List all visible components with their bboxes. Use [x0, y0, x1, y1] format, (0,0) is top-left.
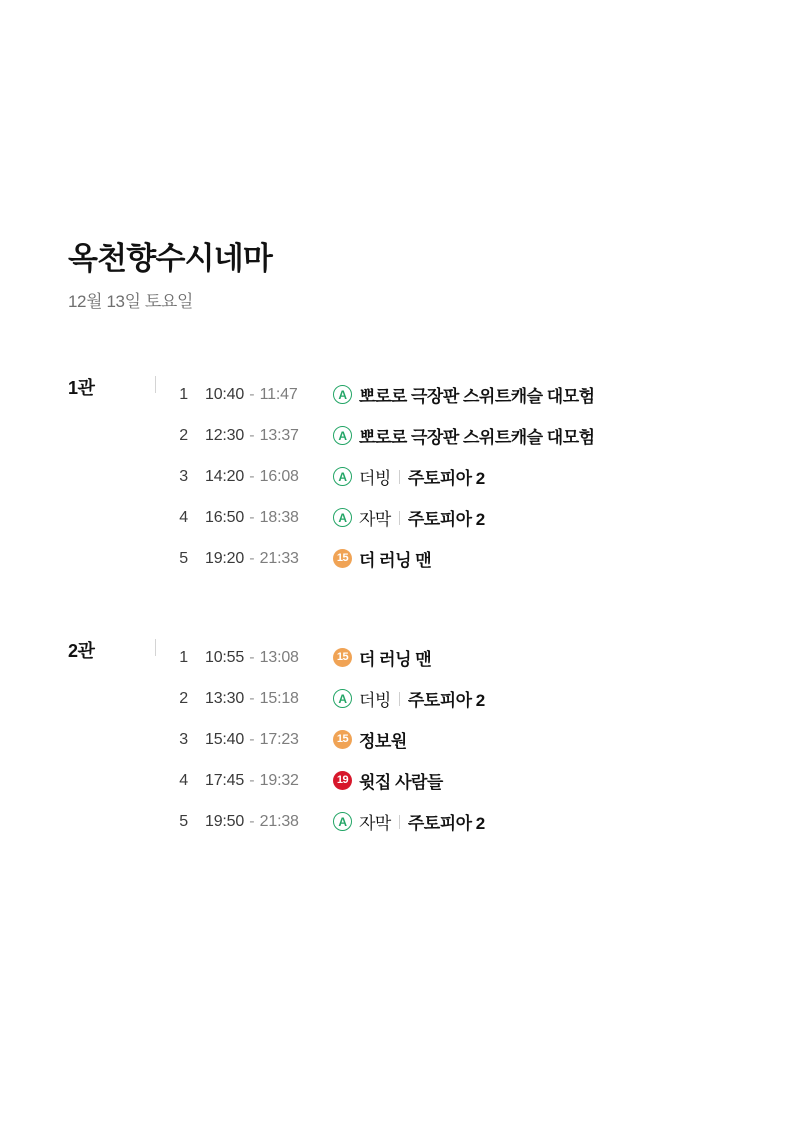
screen-row [0, 637, 800, 842]
showtime-start: 16:50 [205, 508, 245, 526]
showtime-row[interactable] [166, 760, 800, 801]
movie-title[interactable]: 뽀로로 극장판 스위트캐슬 대모험 [359, 387, 595, 406]
showtime-end: 18:38 [259, 508, 299, 526]
format-divider [399, 692, 400, 706]
showtime-sequence: 4 [179, 508, 188, 526]
showtime-end: 21:38 [259, 812, 299, 830]
format-divider [399, 815, 400, 829]
showtime-list [166, 374, 800, 579]
screen-list [0, 374, 800, 900]
age-rating-icon: A [333, 508, 352, 527]
showtime-end: 17:23 [259, 730, 299, 748]
movie-title[interactable]: 정보원 [359, 732, 407, 751]
showtime-time [205, 690, 333, 708]
showtime-separator: - [245, 730, 259, 748]
movie-format: 자막 [359, 814, 391, 833]
showtime-separator: - [245, 689, 259, 707]
showtime-sequence: 5 [179, 549, 188, 567]
screen-block [0, 374, 800, 579]
age-rating-icon: A [333, 812, 352, 831]
movie-entry [333, 686, 485, 711]
screen-label-cell [0, 637, 144, 663]
movie-title[interactable]: 더 러닝 맨 [359, 551, 432, 570]
showtime-row[interactable] [166, 538, 800, 579]
showtime-time [205, 649, 333, 667]
movie-entry [333, 464, 485, 489]
vertical-divider [144, 374, 166, 393]
showtime-sequence: 3 [179, 467, 188, 485]
movie-title[interactable]: 주토피아 2 [407, 469, 485, 488]
showtime-end: 15:18 [259, 689, 299, 707]
movie-format: 자막 [359, 510, 391, 529]
screen-label: 1관 [68, 378, 95, 398]
age-rating-icon: 19 [333, 771, 352, 790]
screen-row [0, 374, 800, 579]
showtime-separator: - [245, 467, 259, 485]
showtime-start: 19:20 [205, 549, 245, 567]
showtime-separator: - [245, 648, 259, 666]
movie-title[interactable]: 주토피아 2 [407, 814, 485, 833]
vertical-divider [144, 637, 166, 656]
showtime-time [205, 427, 333, 445]
screen-block [0, 637, 800, 842]
showtime-start: 14:20 [205, 467, 245, 485]
showtime-row[interactable] [166, 456, 800, 497]
page-title: 옥천향수시네마 [68, 241, 273, 276]
showtime-end: 11:47 [259, 385, 298, 403]
showtime-sequence: 4 [179, 771, 188, 789]
movie-entry [333, 382, 595, 407]
screen-label-cell [0, 374, 144, 400]
showtime-row[interactable] [166, 678, 800, 719]
age-rating-icon: A [333, 426, 352, 445]
showtime-sequence: 2 [179, 426, 188, 444]
format-divider [399, 511, 400, 525]
movie-format: 더빙 [359, 469, 391, 488]
showtime-start: 10:55 [205, 648, 245, 666]
showtime-row[interactable] [166, 719, 800, 760]
movie-entry [333, 423, 595, 448]
showtime-end: 13:08 [259, 648, 299, 666]
showtime-time [205, 550, 333, 568]
format-divider [399, 470, 400, 484]
showtime-end: 21:33 [259, 549, 299, 567]
showtime-separator: - [245, 385, 259, 403]
movie-entry [333, 809, 485, 834]
showtime-time [205, 468, 333, 486]
showtime-row[interactable] [166, 801, 800, 842]
showtime-list [166, 637, 800, 842]
showtime-row[interactable] [166, 415, 800, 456]
movie-entry [333, 768, 443, 793]
age-rating-icon: 15 [333, 730, 352, 749]
movie-title[interactable]: 주토피아 2 [407, 691, 485, 710]
showtime-start: 19:50 [205, 812, 245, 830]
showtime-start: 10:40 [205, 385, 245, 403]
showtime-time [205, 731, 333, 749]
movie-title[interactable]: 주토피아 2 [407, 510, 485, 529]
age-rating-icon: 15 [333, 648, 352, 667]
showtime-end: 19:32 [259, 771, 299, 789]
showtime-sequence: 1 [179, 385, 188, 403]
showtime-separator: - [245, 426, 259, 444]
showtime-separator: - [245, 771, 259, 789]
movie-title[interactable]: 뽀로로 극장판 스위트캐슬 대모험 [359, 428, 595, 447]
page-header [68, 242, 272, 312]
showtime-row[interactable] [166, 374, 800, 415]
movie-title[interactable]: 윗집 사람들 [359, 773, 443, 792]
showtime-end: 16:08 [259, 467, 299, 485]
showtime-row[interactable] [166, 497, 800, 538]
movie-entry [333, 727, 407, 752]
showtime-start: 15:40 [205, 730, 245, 748]
showtime-time [205, 772, 333, 790]
showtime-time [205, 386, 333, 404]
movie-entry [333, 505, 485, 530]
showtime-separator: - [245, 812, 259, 830]
showtime-start: 12:30 [205, 426, 245, 444]
age-rating-icon: A [333, 467, 352, 486]
movie-entry [333, 546, 431, 571]
showtime-end: 13:37 [259, 426, 299, 444]
showtime-separator: - [245, 508, 259, 526]
age-rating-icon: A [333, 385, 352, 404]
movie-title[interactable]: 더 러닝 맨 [359, 650, 432, 669]
showtime-time [205, 813, 333, 831]
movie-entry [333, 645, 431, 670]
schedule-date: 12월 13일 토요일 [68, 292, 193, 312]
showtime-sequence: 2 [179, 689, 188, 707]
showtime-separator: - [245, 549, 259, 567]
showtime-sequence: 5 [179, 812, 188, 830]
screen-label: 2관 [68, 641, 95, 661]
showtime-sequence: 3 [179, 730, 188, 748]
age-rating-icon: 15 [333, 549, 352, 568]
showtime-start: 17:45 [205, 771, 245, 789]
showtime-row[interactable] [166, 637, 800, 678]
showtime-time [205, 509, 333, 527]
showtime-start: 13:30 [205, 689, 245, 707]
showtime-sequence: 1 [179, 648, 188, 666]
movie-format: 더빙 [359, 691, 391, 710]
age-rating-icon: A [333, 689, 352, 708]
